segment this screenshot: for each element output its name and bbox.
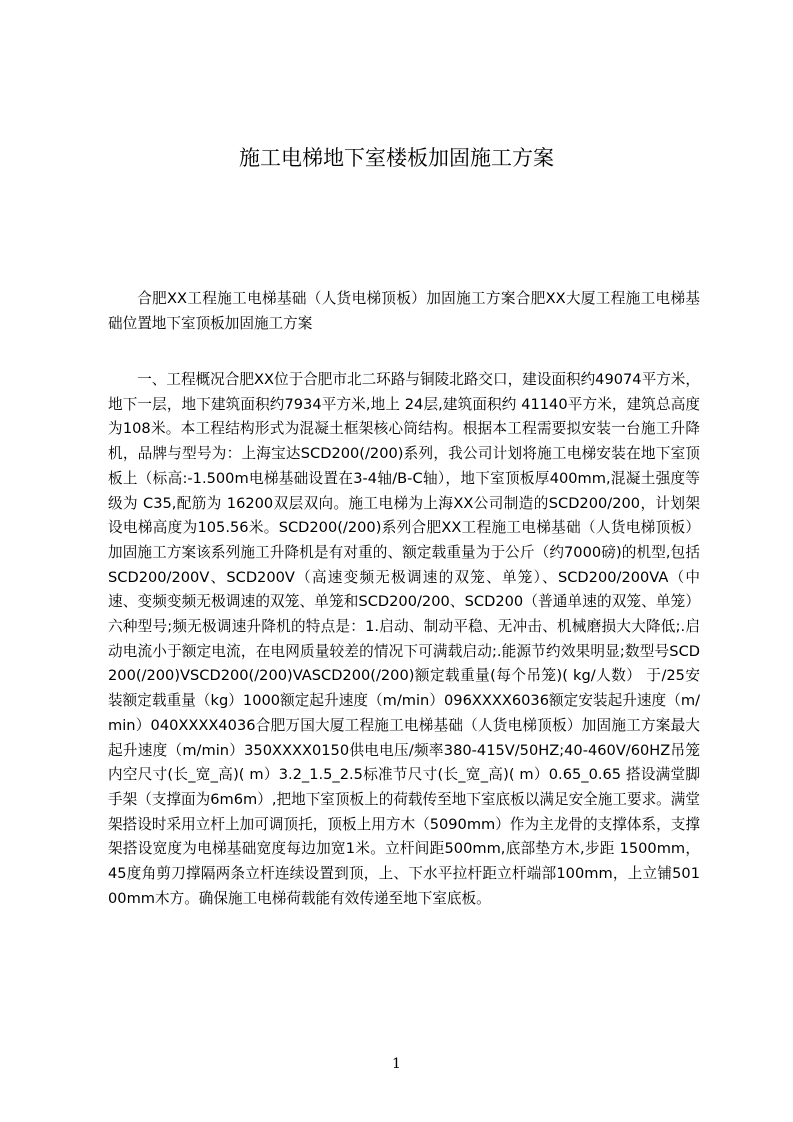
intro-paragraph: 合肥XX工程施工电梯基础（人货电梯顶板）加固施工方案合肥XX大厦工程施工电梯基础位置地下室顶板加固施工方案 <box>108 290 700 332</box>
document-title: 施工电梯地下室楼板加固施工方案 <box>239 146 554 170</box>
page-number: 1 <box>392 1056 401 1072</box>
project-overview-paragraph: 一、工程概况合肥XX位于合肥市北二环路与铜陵北路交口，建设面积约49074平方米，地下一层，地下建筑面积约7934平方米,地上 24层,建筑面积约 41140平方米，建筑总高度为108米。本工程结构形式为混凝土框架核心筒结构。根据本工程需要拟安装一台施工升降机，品牌与型号为：上海宝达SCD200(/200)系列，我公司计划将施工电梯安装在地下室顶板上（标高:-1.500m电梯基础设置在3-4轴/B-C轴），地下室顶板厚400mm,混凝土强度等级为 C35,配筋为 16200双层双向。施工电梯为上海XX公司制造的SCD200/200，计划架设电梯高度为105.56米。SCD200(/200)系列合肥XX工程施工电梯基础（人货电梯顶板）加固施工方案该系列施工升降机是有对重的、额定载重量为于公斤（约7000磅)的机型,包括 SCD200/200V、SCD200V（高速变频无极调速的双笼、单笼）、SCD200/200VA（中速、变频变频无极调速的双笼、单笼和SCD200/200、SCD200（普通单速的双笼、单笼）六种型号;频无极调速升降机的特点是：1.启动、制动平稳、无冲击、机械磨损大大降低;.启动电流小于额定电流，在电网质量较差的情况下可满载启动;.能源节约效果明显;数型号SCD200(/200)VSCD200(/200)VASCD200(/200)额定载重量(每个吊笼)( kg/人数） 于/25安装额定载重量（kg）1000额定起升速度（m/min）096XXXX6036额定安装起升速度（m/min）040XXXX4036合肥万国大厦工程施工电梯基础（人货电梯顶板）加固施工方案最大起升速度（m/min）350XXXX0150供电电压/频率380-415V/50HZ;40-460V/60HZ吊笼内空尺寸(长_宽_高)( m）3.2_1.5_2.5标准节尺寸(长_宽_高)( m）0.65_0.65 搭设满堂脚手架（支撑面为6m6m）,把地下室顶板上的荷载传至地下室底板以满足安全施工要求。满堂架搭设时采用立杆上加可调顶托，顶板上用方木（5090mm）作为主龙骨的支撑体系，支撑架搭设宽度为电梯基础宽度每边加宽1米。立杆间距500mm,底部垫方木,步距 1500mm，45度角剪刀撑隔两条立杆连续设置到顶，上、下水平拉杆距立杆端部100mm，上立铺50100mm木方。确保施工电梯荷载能有效传递至地下室底板。 <box>108 371 700 907</box>
